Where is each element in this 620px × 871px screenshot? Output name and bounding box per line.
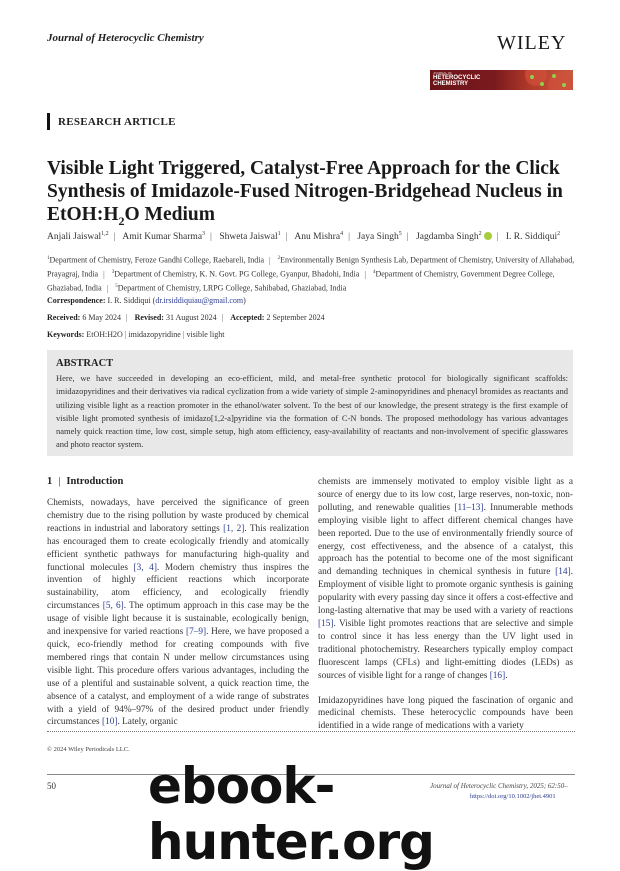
author[interactable]: Amit Kumar Sharma$^3$ (122, 231, 206, 243)
citation-link[interactable]: [15] (318, 618, 334, 629)
copyright: © 2024 Wiley Periodicals LLC. (47, 746, 130, 753)
citation-link[interactable]: [5, 6] (102, 601, 124, 612)
watermark: ebook-hunter.org (148, 757, 434, 871)
author[interactable]: Jagdamba Singh$^2$ (416, 232, 492, 242)
title-text-end: O Medium (124, 204, 215, 225)
author[interactable]: Shweta Jaiswal$^1$ (219, 231, 281, 243)
citation-link[interactable]: [1, 2] (223, 523, 245, 534)
banner-line2: HETEROCYCLIC (433, 75, 481, 81)
molecule-icon (562, 83, 566, 87)
banner-line3: CHEMISTRY (433, 81, 469, 87)
author[interactable]: Anjali Jaiswal$^{1,2}$ (47, 231, 109, 243)
publisher-logo: WILEY (497, 32, 567, 54)
abstract-heading: ABSTRACT (56, 358, 114, 369)
title-subscript: 2 (118, 213, 125, 228)
paragraph: Imidazopyridines have long piqued the fascination of organic and medicinal chemists. These heterocyclic compounds have been identified in a wide range of medications with a variety (318, 695, 573, 732)
body-column-right (318, 476, 573, 733)
author[interactable]: Anu Mishra$^4$ (294, 231, 344, 243)
correspondence: Correspondence: I. R. Siddiqui (dr.irsiddiquiau@gmail.com) (47, 296, 246, 305)
citation-link[interactable]: [14] (555, 567, 571, 578)
author[interactable]: Jaya Singh$^5$ (357, 231, 402, 243)
article-title (47, 157, 587, 233)
doi-link[interactable]: https://doi.org/10.1002/jhet.4901 (470, 793, 556, 800)
author[interactable]: I. R. Siddiqui$^2$ (505, 231, 561, 243)
journal-citation: Journal of Heterocyclic Chemistry, 2025; 62:50– (430, 782, 568, 790)
page-number: 50 (47, 781, 56, 791)
abstract-box (47, 350, 573, 456)
citation-link[interactable]: [3, 4] (133, 562, 157, 573)
body-column-left (47, 497, 309, 729)
keyword[interactable]: visible light (186, 330, 225, 339)
paragraph: chemists are immensely motivated to employ visible light as a source of energy due to its low cost, large reserves, non-toxic, non-polluting, and renewable qualities [11–13]. Innumerable methods employing visible light to affect different chemical changes have been reported. Due to the use of environmentally friendly source of energy, cost effectiveness, and the absence of a catalyst, this approach has the potential to become one of the most significant and demanding techniques in chemical synthesis in future [14]. Employment of visible light to promote organic synthesis is gaining popularity with every passing day since it offers a cost-effective and long-lasting alternative that may be used with a variety of reactions [15]. Visible light promotes reactions that are selective and simple to control since it has less energy than the UV light used in traditional photochemistry. Researchers typically employ compact fluorescent lamps (CFLs) and light-emitting diodes (LEDs) as sources of visible light for a range of changes [16]. (318, 477, 573, 681)
citation-link[interactable]: [7–9] (186, 627, 207, 638)
citation-link[interactable]: [10] (101, 717, 118, 728)
molecule-icon (552, 74, 556, 78)
molecule-icon (540, 82, 544, 86)
abstract-text: Here, we have succeeded in developing an eco-efficient, mild, and metal-free synthetic protocol for biologically significant scaffolds: imidazopyridines and their derivatives via radical cyclization from a wide variety of simple 2-aminopyridines and phenacyl bromides as reactants and utilizing visible light as a reaction promoter in the ethanol/water solvent. To the best of our knowledge, the present strategy is the first example of visible light promoted synthesis of imidazo[1,2-a]pyridine via the formation of C-N bonds. The proposed methodology has various advantages namely quick reaction time, low cost, simple setup, high atom efficiency, easy-availability of reactants and non-involvement of specific glasswares and photo reactor system. (56, 373, 568, 450)
citation-link[interactable]: [11–13] (454, 502, 484, 513)
keyword[interactable]: EtOH:H2O (86, 330, 123, 339)
molecule-icon (530, 75, 534, 79)
section-heading: 1 | Introduction (47, 476, 124, 487)
affiliations: $^1$Department of Chemistry, Feroze Gandhi College, Raebareli, India | $^2$Environmentally Benign Synthesis Lab, Department of Chemistry, University of Allahabad, Prayagraj, India | $^3$Department of Chemistry, K. N. Govt. PG College, Gyanpur, Bhadohi, India | $^4$Department of Chemistry, Government Degree College, Ghaziabad, India | $^5$Department of Chemistry, LRPG College, Sahibabad, Ghaziabad, India (47, 255, 575, 293)
orcid-icon[interactable] (484, 232, 492, 240)
citation-link[interactable]: [16] (489, 670, 506, 681)
article-type-bar (47, 113, 50, 130)
paragraph: Chemists, nowadays, have perceived the significance of green chemistry due to the rising pollution by waste produced by chemical reactions in industrial and laboratory settings [1, 2]. This realization has encouraged them to create ecologically friendly and atomically efficient synthetic pathways for manufacturing high-quality and functional molecules [3, 4]. Modern chemistry thus inspires the invention of highly efficient reactions which incorporate sustainability, atom efficiency, and ecologically friendly circumstances [5, 6]. The optimum approach in this case may be the usage of visible light because it is sustainable, ecologically benign, and inexpensive for varied reactions [7–9]. Here, we have proposed a quick, eco-friendly method for creating compounds with five membered rings that contain N under mellow circumstances using visible light. This procedure offers various advantages, including the use of a plentiful and sustainable solvent, a quick reaction time, the absence of a catalyst, and employment of a wide range of substrates with a yield of 94%–97% of the desired product under friendly circumstances [10]. Lately, organic (47, 498, 309, 728)
keywords: Keywords: EtOH:H2O | imidazopyridine | visible light (47, 330, 225, 339)
article-type: RESEARCH ARTICLE (58, 116, 176, 128)
email-link[interactable]: dr.irsiddiquiau@gmail.com (155, 296, 244, 305)
banner-line1: JOURNAL OF (433, 71, 452, 75)
journal-name: Journal of Heterocyclic Chemistry (47, 32, 204, 44)
keyword[interactable]: imidazopyridine (128, 330, 181, 339)
journal-banner (430, 70, 573, 90)
title-text: Visible Light Triggered, Catalyst-Free Approach for the Click Synthesis of Imidazole-Fused Nitrogen-Bridgehead Nucleus in EtOH:H (47, 158, 563, 225)
article-dates: Received: 6 May 2024 | Revised: 31 August 2024 | Accepted: 2 September 2024 (47, 313, 325, 322)
author-list: Anjali Jaiswal$^{1,2}$ | Amit Kumar Sharma$^3$ | Shweta Jaiswal$^1$ | Anu Mishra$^4$ | Jaya Singh$^5$ | Jagdamba Singh$^2$ | I. R. Siddiqui$^2$ (47, 231, 561, 243)
footnote-divider (47, 731, 575, 732)
